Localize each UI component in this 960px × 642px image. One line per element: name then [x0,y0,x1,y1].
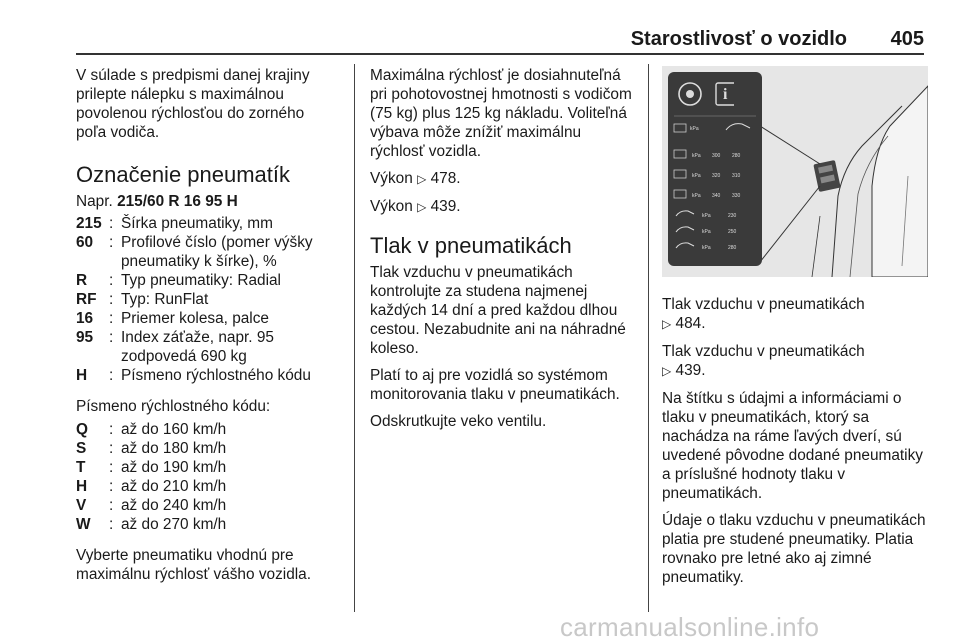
colon-separator: : [109,310,114,327]
svg-text:320: 320 [712,173,721,179]
column-2 [370,66,635,439]
colon-separator: : [109,478,114,495]
svg-text:kPa: kPa [690,126,699,132]
speed-code-row [76,515,338,534]
code-description: až do 190 km/h [121,459,227,476]
door-frame-illustration [662,66,928,277]
svg-text:kPa: kPa [692,173,701,179]
speed-code-list [76,420,338,534]
triangle-right-icon: ▷ [417,200,427,214]
code-key: 215 [76,215,102,232]
colon-separator: : [109,329,114,346]
speed-code-row [76,496,338,515]
speed-code-row [76,477,338,496]
code-key: H [76,478,88,495]
tire-code-row [76,309,338,328]
code-description: až do 270 km/h [121,516,227,533]
code-key: RF [76,291,97,308]
code-description: Šírka pneumatiky, mm [121,215,273,232]
tire-code-row [76,233,338,271]
code-key: Q [76,421,88,438]
watermark: carmanualsonline.info [560,612,820,642]
speed-code-row [76,420,338,439]
colon-separator: : [109,440,114,457]
column-divider [648,64,649,612]
column-divider [354,64,355,612]
svg-text:230: 230 [728,213,737,219]
code-key: W [76,516,91,533]
svg-text:kPa: kPa [702,245,711,251]
example-prefix: Napr. [76,193,118,210]
svg-text:280: 280 [728,245,737,251]
code-key: 95 [76,329,94,346]
tire-code-example [76,192,338,211]
tire-code-row [76,271,338,290]
triangle-right-icon: ▷ [662,364,672,378]
max-speed-paragraph: Maximálna rýchlosť je dosiahnuteľná pri pohotovostnej hmotnosti s vodičom (75 kg) plus 125 kg nákladu. Voliteľná výbava môže znížiť maximálnu rýchlosť vozidla. [370,67,632,160]
colon-separator: : [109,421,114,438]
code-description: až do 160 km/h [121,421,227,438]
tire-code-row [76,290,338,309]
closing-paragraph: Vyberte pneumatiku vhodnú pre maximálnu rýchlosť vášho vozidla. [76,547,312,583]
svg-text:i: i [723,86,728,103]
tire-code-row [76,366,338,385]
tire-code-row [76,214,338,233]
svg-text:kPa: kPa [702,229,711,235]
code-key: H [76,367,88,384]
speed-code-row [76,439,338,458]
page-number: 405 [890,28,924,50]
intro-paragraph: V súlade s predpismi danej krajiny prilepte nálepku s maximálnou povolenou rýchlosťou do zorného poľa vodiča. [76,67,310,141]
colon-separator: : [109,497,114,514]
speed-code-row [76,458,338,477]
code-description: až do 180 km/h [121,440,227,457]
code-description: Index záťaže, napr. 95 zodpovedá 690 kg [121,329,274,365]
triangle-right-icon: ▷ [662,317,672,331]
code-key: R [76,272,88,289]
tire-code-list [76,214,338,385]
section-heading: Tlak v pneumatikách [370,233,572,258]
code-description: Priemer kolesa, palce [121,310,269,327]
svg-text:250: 250 [728,229,737,235]
colon-separator: : [109,234,114,251]
pressure-paragraph: Tlak vzduchu v pneumatikách kontrolujte za studena najmenej každých 14 dní a pred každou dlhou cestou. Nezabudnite ani na náhradné koleso. [370,264,626,357]
svg-text:300: 300 [712,153,721,159]
svg-text:280: 280 [732,153,741,159]
valve-paragraph: Odskrutkujte veko ventilu. [370,413,547,430]
code-key: T [76,459,86,476]
page-ref-tire-pressure: Tlak vzduchu v pneumatikách ▷ 439. [662,343,865,379]
code-description: Typ pneumatiky: Radial [121,272,281,289]
code-description: Profilové číslo (pomer výšky pneumatiky k šírke), % [121,234,313,270]
tire-code-row [76,328,338,366]
example-code: 215/60 R 16 95 H [117,193,238,210]
page-ref-tire-pressure: Tlak vzduchu v pneumatikách ▷ 484. [662,296,865,332]
code-description: Písmeno rýchlostného kódu [121,367,311,384]
code-description: Typ: RunFlat [121,291,209,308]
code-key: 16 [76,310,94,327]
cold-tire-paragraph: Údaje o tlaku vzduchu v pneumatikách platia pre studené pneumatiky. Platia rovnako pre letné ako aj zimné pneumatiky. [662,512,926,586]
page-ref-link[interactable]: 478. [430,170,461,187]
header-rule [76,53,924,55]
svg-text:kPa: kPa [692,193,701,199]
tpms-paragraph: Platí to aj pre vozidlá so systémom monitorovania tlaku v pneumatikách. [370,367,620,403]
code-description: až do 210 km/h [121,478,227,495]
colon-separator: : [109,516,114,533]
colon-separator: : [109,272,114,289]
code-key: S [76,440,87,457]
section-heading: Označenie pneumatík [76,162,291,187]
page-ref-link[interactable]: 439. [675,362,706,379]
code-key: 60 [76,234,94,251]
code-key: V [76,497,87,514]
code-description: až do 240 km/h [121,497,227,514]
svg-text:340: 340 [712,193,721,199]
colon-separator: : [109,459,114,476]
colon-separator: : [109,291,114,308]
page-ref-link[interactable]: 439. [430,198,461,215]
page-header [76,28,924,54]
page-ref-performance: Výkon ▷ 478. [370,170,461,187]
colon-separator: : [109,367,114,384]
page-ref-performance: Výkon ▷ 439. [370,198,461,215]
speed-code-intro: Písmeno rýchlostného kódu: [76,398,271,415]
svg-text:330: 330 [732,193,741,199]
page-ref-link[interactable]: 484. [675,315,706,332]
colon-separator: : [109,215,114,232]
section-title: Starostlivosť o vozidlo [630,28,847,50]
svg-text:kPa: kPa [702,213,711,219]
tire-pressure-label-illustration [662,66,928,277]
column-1 [76,66,338,592]
triangle-right-icon: ▷ [417,172,427,186]
svg-text:kPa: kPa [692,153,701,159]
column-3 [662,66,927,595]
label-location-paragraph: Na štítku s údajmi a informáciami o tlaku v pneumatikách, ktorý sa nachádza na ráme ľavých dverí, sú uvedené pôvodne dodané pneumatiky a príslušné hodnoty tlaku v pneumatikách. [662,390,923,502]
svg-text:310: 310 [732,173,741,179]
